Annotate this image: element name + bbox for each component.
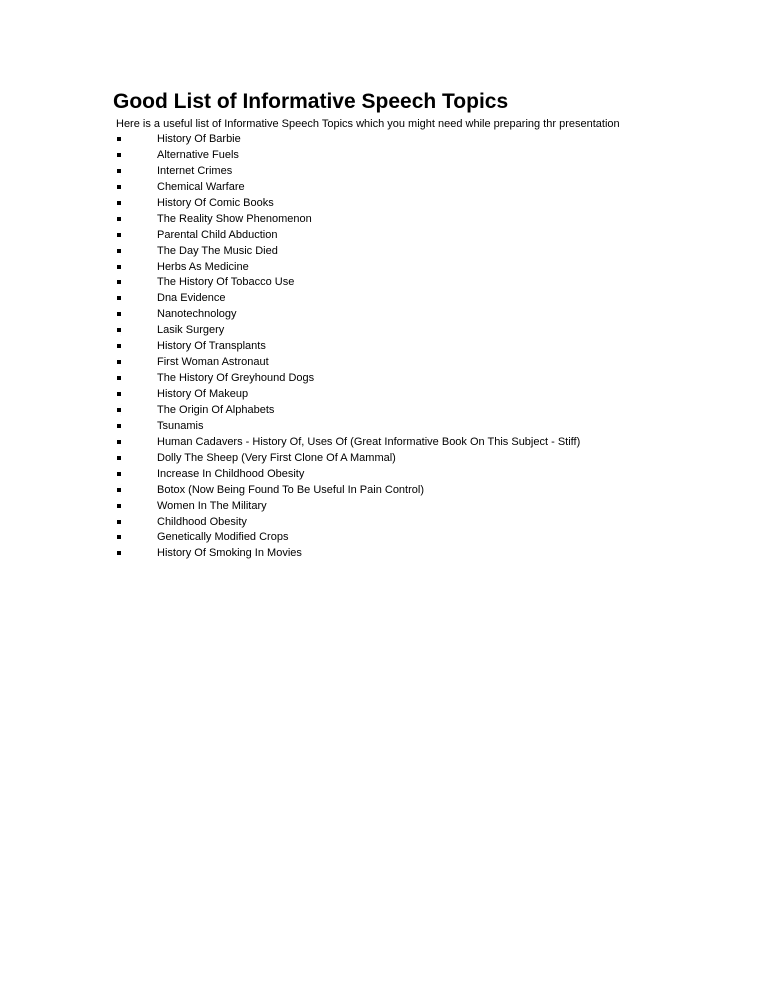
topic-list-item <box>0 180 768 196</box>
square-bullet-icon <box>117 312 121 316</box>
topic-list-item <box>0 291 768 307</box>
document-title: Good List of Informative Speech Topics <box>113 90 509 113</box>
topic-label: History Of Comic Books <box>157 196 274 209</box>
topic-label: Nanotechnology <box>157 308 237 321</box>
topic-list-item <box>0 435 768 451</box>
square-bullet-icon <box>117 344 121 348</box>
square-bullet-icon <box>117 217 121 221</box>
topic-label: Women In The Military <box>157 499 267 512</box>
topic-list-item <box>0 387 768 403</box>
square-bullet-icon <box>117 296 121 300</box>
topic-list-item <box>0 196 768 212</box>
topic-label: History Of Transplants <box>157 340 266 353</box>
square-bullet-icon <box>117 551 121 555</box>
topic-list-item <box>0 403 768 419</box>
topic-list-item <box>0 451 768 467</box>
topic-label: The Reality Show Phenomenon <box>157 212 312 225</box>
topic-list <box>0 132 768 562</box>
topic-list-item <box>0 371 768 387</box>
topic-label: Botox (Now Being Found To Be Useful In Pain Control) <box>157 483 424 496</box>
topic-list-item <box>0 323 768 339</box>
topic-label: Internet Crimes <box>157 164 233 177</box>
square-bullet-icon <box>117 488 121 492</box>
square-bullet-icon <box>117 328 121 332</box>
topic-list-item <box>0 499 768 515</box>
topic-list-item <box>0 419 768 435</box>
topic-list-item <box>0 212 768 228</box>
square-bullet-icon <box>117 169 121 173</box>
topic-label: Lasik Surgery <box>157 324 225 337</box>
topic-label: Increase In Childhood Obesity <box>157 467 305 480</box>
square-bullet-icon <box>117 201 121 205</box>
topic-list-item <box>0 307 768 323</box>
square-bullet-icon <box>117 520 121 524</box>
topic-list-item <box>0 164 768 180</box>
topic-label: Tsunamis <box>157 419 204 432</box>
topic-list-item <box>0 132 768 148</box>
topic-list-item <box>0 339 768 355</box>
topic-label: Herbs As Medicine <box>157 260 249 273</box>
square-bullet-icon <box>117 456 121 460</box>
square-bullet-icon <box>117 280 121 284</box>
topic-label: History Of Makeup <box>157 388 249 400</box>
square-bullet-icon <box>117 265 121 269</box>
topic-label: The History Of Greyhound Dogs <box>157 372 315 385</box>
square-bullet-icon <box>117 472 121 476</box>
topic-label: The Day The Music Died <box>157 244 278 257</box>
square-bullet-icon <box>117 153 121 157</box>
topic-list-item <box>0 148 768 164</box>
topic-label: The Origin Of Alphabets <box>157 403 275 416</box>
square-bullet-icon <box>117 535 121 539</box>
topic-list-item <box>0 483 768 499</box>
topic-list-item <box>0 530 768 546</box>
square-bullet-icon <box>117 424 121 428</box>
square-bullet-icon <box>117 233 121 237</box>
square-bullet-icon <box>117 137 121 141</box>
square-bullet-icon <box>117 408 121 412</box>
topic-list-item <box>0 355 768 371</box>
topic-label: Alternative Fuels <box>157 148 239 161</box>
topic-label: Genetically Modified Crops <box>157 531 289 544</box>
square-bullet-icon <box>117 185 121 189</box>
topic-list-item <box>0 467 768 483</box>
topic-label: Childhood Obesity <box>157 515 247 528</box>
topic-label: Parental Child Abduction <box>157 228 278 241</box>
topic-label: Chemical Warfare <box>157 180 245 193</box>
topic-label: First Woman Astronaut <box>157 356 269 369</box>
topic-list-item <box>0 275 768 291</box>
topic-label: History Of Barbie <box>157 133 241 145</box>
topic-label: Human Cadavers - History Of, Uses Of (Great Informative Book On This Subject - Stiff) <box>157 435 581 448</box>
square-bullet-icon <box>117 376 121 380</box>
topic-list-item <box>0 228 768 244</box>
topic-list-item <box>0 244 768 260</box>
topic-list-item <box>0 515 768 531</box>
topic-label: Dna Evidence <box>157 292 226 305</box>
topic-list-item <box>0 546 768 562</box>
topic-label: History Of Smoking In Movies <box>157 547 302 560</box>
square-bullet-icon <box>117 504 121 508</box>
topic-label: The History Of Tobacco Use <box>157 276 295 289</box>
topic-label: Dolly The Sheep (Very First Clone Of A Mammal) <box>157 451 396 464</box>
topic-list-item <box>0 260 768 276</box>
square-bullet-icon <box>117 440 121 444</box>
intro-text: Here is a useful list of Informative Speech Topics which you might need while preparing thr presentation <box>116 118 620 130</box>
square-bullet-icon <box>117 392 121 396</box>
square-bullet-icon <box>117 360 121 364</box>
square-bullet-icon <box>117 249 121 253</box>
